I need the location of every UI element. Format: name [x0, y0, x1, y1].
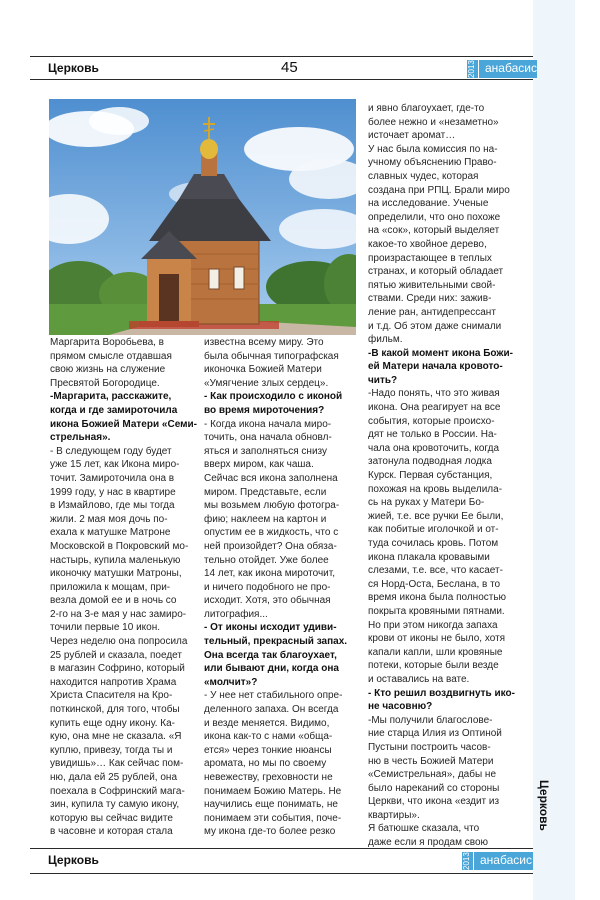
- text-line: жией, т.е. все ручки Ее были,: [368, 510, 504, 522]
- question-line: «молчит»?: [204, 676, 258, 688]
- text-line: ехала к матушке Матроне: [50, 527, 171, 539]
- text-line: тельно отойдет. Уже более: [204, 554, 329, 566]
- footer-rule-top: [30, 848, 533, 849]
- text-line: литография...: [204, 608, 268, 620]
- header-year: 2013: [467, 60, 476, 78]
- text-line: Маргарита Воробьева, в: [50, 337, 164, 348]
- text-line: квартиры».: [368, 809, 420, 821]
- text-line: и везде меняется. Видимо,: [204, 717, 330, 729]
- text-line: Церкви, что икона «ездит из: [368, 796, 500, 808]
- text-line: свою жизнь на служение: [50, 364, 166, 376]
- text-line: ется» через тонкие нюансы: [204, 744, 332, 756]
- text-line: и т.д. Об этом даже снимали: [368, 320, 502, 332]
- text-line: Христа Спасителя на Кро-: [50, 690, 173, 702]
- text-line: прямом смысле отдавшая: [50, 350, 172, 362]
- question-line: не часовню?: [368, 701, 433, 713]
- text-line: деленного запаха. Он всегда: [204, 704, 339, 716]
- footer-section-title: Церковь: [48, 853, 99, 867]
- text-line: капали капли, шли кровяные: [368, 646, 503, 658]
- text-line: «Семистрельная», дабы не: [368, 769, 497, 781]
- text-line: дят не только в России. На-: [368, 429, 497, 441]
- text-line: 2-го на 3-е мая у нас замиро-: [50, 608, 187, 620]
- text-line: -Надо понять, что это живая: [368, 388, 500, 400]
- header-brand: анабасис: [479, 60, 537, 78]
- footer-brand: анабасис: [474, 852, 533, 870]
- text-line: мы возьмем любую фотогра-: [204, 500, 340, 512]
- side-section-tab: Церковь: [537, 779, 551, 831]
- text-line: 1999 году, у нас в квартире: [50, 486, 176, 498]
- text-line: яться и заполняться снизу: [204, 445, 328, 457]
- text-line: ся Норд-Оста, Беслана, в то: [368, 578, 501, 590]
- text-line: создана при РПЦ. Брали миро: [368, 184, 510, 196]
- text-line: -Мы получили благослове-: [368, 714, 493, 726]
- text-line: увидишь»… Как сейчас пом-: [50, 758, 184, 770]
- side-stripe: [533, 0, 575, 900]
- text-line: слезами, т.е. все, что касает-: [368, 565, 503, 577]
- header-rule-bottom: [30, 79, 533, 80]
- text-line: научились еще понимать, не: [204, 799, 338, 811]
- text-line: Я батюшке сказала, что: [368, 823, 480, 835]
- text-line: икона плакала кровавыми: [368, 551, 490, 563]
- text-line: определили, что оно похоже: [368, 211, 501, 223]
- text-line: Но при этом никогда запаха: [368, 619, 498, 631]
- text-line: была обычная типографская: [204, 350, 339, 362]
- question-line: стрельная».: [50, 432, 111, 444]
- header-rule-top: [30, 56, 533, 57]
- text-line: было нареканий со стороны: [368, 782, 500, 794]
- text-line: ней произойдет? Она обяза-: [204, 540, 337, 552]
- text-line: туда сочилась кровь. Потом: [368, 538, 499, 549]
- text-line: похожая на кровь выделила-: [368, 483, 503, 495]
- text-line: поткинской, для того, чтобы: [50, 704, 180, 716]
- text-line: аромата, но мы по своему: [204, 758, 327, 770]
- text-line: покрыта кровяными пятнами.: [368, 605, 505, 617]
- text-line: более нежно и «незаметно»: [368, 116, 499, 128]
- text-column-2: [204, 336, 347, 839]
- text-line: произрастающее в теплых: [368, 252, 492, 264]
- question-line: -В какой момент икона Божи-: [368, 347, 513, 359]
- question-line: ей Матери начала кровото-: [368, 361, 503, 373]
- text-line: зин, купила ту самую икону,: [50, 799, 180, 811]
- text-line: фильм.: [368, 334, 403, 346]
- text-line: икона. Она реагирует на все: [368, 402, 501, 414]
- question-line: икона Божией Матери «Семи-: [50, 418, 197, 430]
- text-line: приложила к мощам, при-: [50, 581, 171, 593]
- text-line: - Когда икона начала миро-: [204, 418, 332, 430]
- text-line: исходит. Хотя, это обычная: [204, 595, 331, 607]
- text-line: точить, она начала обновл-: [204, 432, 332, 444]
- text-line: источает аромат…: [368, 130, 456, 142]
- header-section-title: Церковь: [48, 61, 99, 75]
- text-column-1: [50, 336, 197, 839]
- text-line: в часовне и которая стала: [50, 826, 173, 838]
- text-line: пятью живительными свой-: [368, 279, 496, 291]
- text-line: ние старца Илия из Оптиной: [368, 728, 502, 740]
- text-line: му икона где-то более резко: [204, 826, 336, 838]
- text-line: - У нее нет стабильного опре-: [204, 690, 343, 702]
- text-line: настырь, купила маленькую: [50, 554, 181, 566]
- text-line: время икона была полностью: [368, 592, 507, 604]
- text-line: и явно благоухает, где-то: [368, 103, 485, 114]
- question-line: Она всегда так благоухает,: [204, 649, 337, 661]
- text-line: даже если я продам свою: [368, 837, 489, 849]
- text-line: и оставались на вате.: [368, 673, 470, 685]
- text-line: ню, дала ей 25 рублей, она: [50, 772, 178, 783]
- text-line: ление ран, антидепрессант: [368, 306, 496, 318]
- text-line: понимаем эти события, поче-: [204, 812, 342, 824]
- page-number: 45: [281, 59, 298, 76]
- question-line: когда и где замироточила: [50, 404, 178, 416]
- text-line: ню в честь Божией Матери: [368, 755, 494, 767]
- text-line: Через неделю она попросила: [50, 636, 188, 648]
- text-line: потеки, которые были везде: [368, 660, 499, 672]
- text-line: которую вы сейчас видите: [50, 812, 173, 824]
- text-line: уже 15 лет, как Икона миро-: [50, 459, 180, 471]
- question-line: чить?: [368, 374, 398, 386]
- text-line: иконочка Божией Матери: [204, 364, 322, 376]
- question-line: во время мироточения?: [204, 404, 325, 416]
- text-line: Сейчас вся икона заполнена: [204, 472, 338, 484]
- text-line: славных чудес, которая: [368, 170, 479, 182]
- text-line: как побитые иголочкой и от-: [368, 524, 499, 536]
- text-line: на «сок», который выделяет: [368, 225, 500, 237]
- text-line: крови от иконы не было, хотя: [368, 633, 506, 645]
- text-line: купить еще одну икону. Ка-: [50, 717, 175, 729]
- text-line: поехала в Софринский мага-: [50, 785, 185, 797]
- text-line: везла домой ее и в ночь со: [50, 595, 177, 607]
- text-line: какое-то хвойное дерево,: [368, 238, 487, 250]
- chapel-photo: [49, 99, 356, 335]
- text-line: в Измайлово, где мы тогда: [50, 500, 175, 512]
- text-line: Пресвятой Богородице.: [50, 377, 160, 389]
- text-column-3: [368, 102, 515, 850]
- text-line: жили. 2 мая моя дочь по-: [50, 513, 168, 525]
- question-line: тельный, прекрасный запах.: [204, 636, 348, 648]
- text-line: 25 рублей и сказала, поедет: [50, 649, 182, 661]
- text-line: куплю, привезу, тогда ты и: [50, 744, 173, 756]
- text-line: сь на руках у Матери Бо-: [368, 497, 485, 509]
- text-line: точит. Замироточила она в: [50, 472, 175, 484]
- text-line: невежеству, греховности не: [204, 772, 333, 783]
- question-line: - От иконы исходит удиви-: [204, 622, 337, 634]
- text-line: миром. Представьте, если: [204, 486, 327, 498]
- text-line: точили первые 10 икон.: [50, 622, 161, 634]
- text-line: вверх миром, как чаша.: [204, 459, 314, 471]
- text-line: Курск. Первая субстанция,: [368, 470, 493, 482]
- text-line: затонула подводная лодка: [368, 456, 492, 468]
- text-line: чала она кровоточить, когда: [368, 442, 500, 454]
- footer-year: 2013: [462, 852, 471, 870]
- text-line: - В следующем году будет: [50, 445, 172, 457]
- text-line: Пустыни построить часов-: [368, 741, 491, 753]
- text-line: У нас была комиссия по на-: [368, 143, 498, 155]
- text-line: ствами. Среди них: зажив-: [368, 293, 492, 305]
- text-line: опустим ее в жидкость, что с: [204, 527, 339, 539]
- text-line: странах, и который обладает: [368, 266, 504, 278]
- text-line: икона как-то с нами «обща-: [204, 731, 333, 743]
- text-line: учному объяснению Право-: [368, 157, 497, 169]
- text-line: и ничего подобного не про-: [204, 581, 331, 593]
- question-line: - Кто решил воздвигнуть ико-: [368, 687, 515, 699]
- footer-rule-bottom: [30, 873, 533, 874]
- question-line: -Маргарита, расскажите,: [50, 391, 172, 403]
- text-line: известна всему миру. Это: [204, 337, 324, 348]
- text-line: кую, она мне не сказала. «Я: [50, 731, 182, 743]
- text-line: Московской в Покровский мо-: [50, 540, 189, 552]
- question-line: - Как происходило с иконой: [204, 391, 343, 403]
- text-line: 14 лет, как икона мироточит,: [204, 568, 336, 580]
- text-line: события, которые происхо-: [368, 415, 495, 427]
- text-line: фию; наклеем на картон и: [204, 513, 327, 525]
- text-line: на исследование. Ученые: [368, 198, 489, 210]
- text-line: понимаем Божию Матерь. Не: [204, 785, 342, 797]
- text-line: иконочку матушки Матроны,: [50, 568, 182, 580]
- text-line: находится напротив Храма: [50, 676, 177, 688]
- question-line: или бывают дни, когда она: [204, 663, 339, 675]
- text-line: в магазин Софрино, который: [50, 663, 185, 675]
- text-line: «Умягчение злых сердец».: [204, 377, 329, 389]
